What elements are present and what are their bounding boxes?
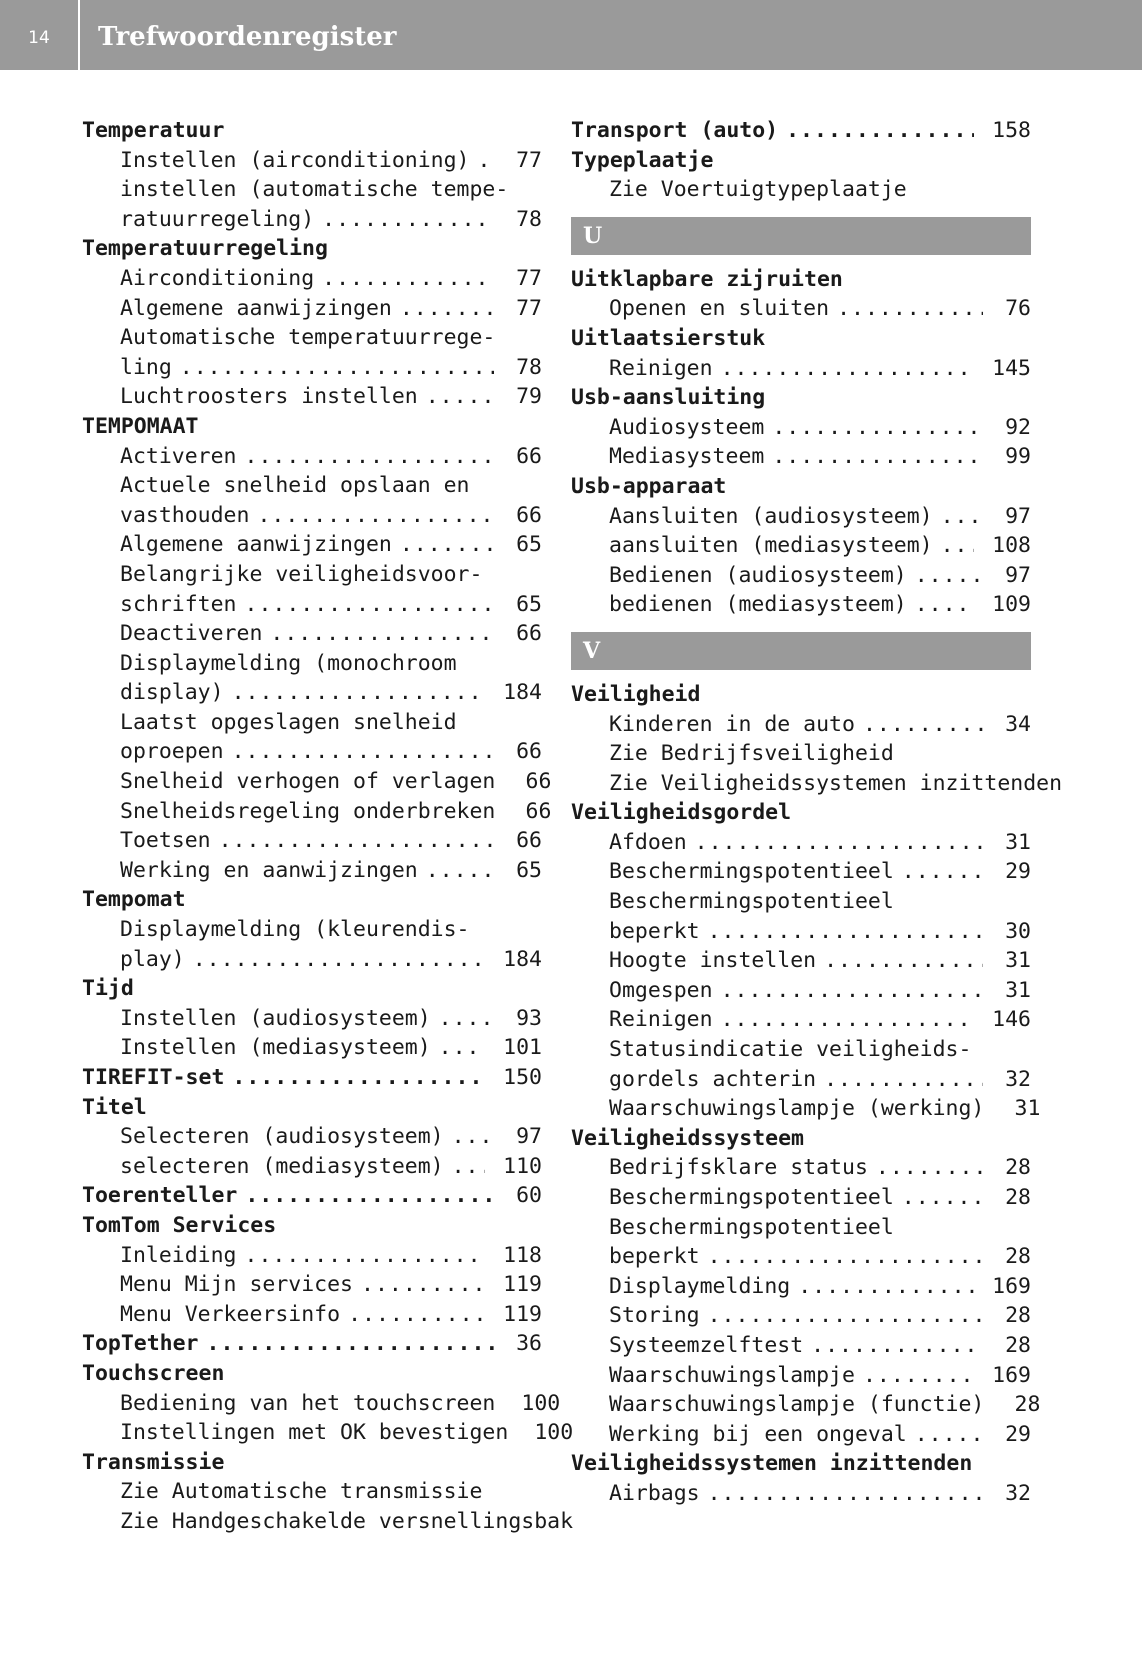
page-reference: 77 — [516, 147, 542, 173]
subentry-text: Kinderen in de auto — [609, 711, 855, 737]
index-keyword — [82, 116, 542, 146]
subentry-text: Werking bij een ongeval — [609, 1421, 907, 1447]
page-reference: 65 — [516, 591, 542, 617]
page-reference: 28 — [1005, 1244, 1031, 1270]
index-keyword — [82, 885, 542, 915]
index-keyword — [82, 1329, 542, 1359]
dot-leader — [902, 1183, 983, 1213]
keyword-text: Uitklapbare zijruiten — [571, 266, 843, 292]
page-reference: 119 — [503, 1272, 542, 1298]
dot-leader — [245, 1241, 486, 1271]
subentry-text: Mediasysteem — [609, 444, 765, 470]
index-subentry — [571, 1361, 1031, 1391]
index-subentry — [82, 1122, 542, 1152]
page-reference: 77 — [516, 295, 542, 321]
keyword-text: Usb-aansluiting — [571, 385, 766, 411]
index-keyword — [571, 472, 1031, 502]
index-subentry — [571, 413, 1031, 443]
dot-leader — [361, 1270, 485, 1300]
subentry-text: aansluiten (mediasysteem) — [609, 533, 933, 559]
index-subentry — [571, 590, 1031, 620]
page-reference: 29 — [1005, 859, 1031, 885]
page-reference: 28 — [1005, 1303, 1031, 1329]
page-reference: 32 — [1005, 1480, 1031, 1506]
dot-leader — [322, 205, 494, 235]
index-subentry — [571, 294, 1031, 324]
subentry-text: schriften — [120, 591, 237, 617]
subentry-text: Hoogte instellen — [609, 948, 817, 974]
index-subentry — [82, 826, 542, 856]
subentry-text: Zie Handgeschakelde versnellingsbak — [120, 1508, 574, 1534]
index-subentry — [82, 619, 542, 649]
dot-leader — [824, 1065, 983, 1095]
dot-leader — [721, 1005, 975, 1035]
dot-leader — [180, 353, 494, 383]
page-reference: 65 — [516, 857, 542, 883]
index-keyword — [571, 146, 1031, 176]
index-subentry — [82, 708, 542, 738]
page-reference: 66 — [525, 769, 552, 795]
keyword-text: Temperatuur — [82, 118, 225, 143]
index-subentry — [82, 737, 542, 767]
subentry-text: beperkt — [609, 1244, 700, 1270]
page-reference: 34 — [1005, 711, 1031, 737]
index-subentry — [82, 915, 542, 945]
index-subentry — [571, 1331, 1031, 1361]
index-subentry — [82, 382, 542, 412]
page-reference: 169 — [992, 1362, 1031, 1388]
page-reference: 66 — [516, 828, 542, 854]
subentry-text: Snelheid verhogen of verlagen — [120, 769, 496, 795]
dot-leader — [941, 531, 975, 561]
dot-leader — [695, 828, 983, 858]
dot-leader — [876, 1153, 983, 1183]
dot-leader — [786, 116, 974, 146]
page-reference: 110 — [503, 1153, 542, 1179]
index-subentry — [82, 1477, 542, 1507]
dot-leader — [452, 1152, 486, 1182]
index-subentry — [82, 767, 552, 797]
dot-leader — [863, 1361, 974, 1391]
index-subentry — [82, 323, 542, 353]
page-reference: 30 — [1005, 918, 1031, 944]
index-keyword — [82, 412, 542, 442]
subentry-text: instellen (automatische tempe- — [120, 177, 509, 203]
subentry-text: Instellingen met OK bevestigen — [120, 1420, 509, 1446]
page-reference: 77 — [516, 265, 542, 291]
dot-leader — [708, 1479, 983, 1509]
index-subentry — [571, 1065, 1031, 1095]
index-subentry — [82, 590, 542, 620]
dot-leader — [219, 826, 494, 856]
subentry-text: Beschermingspotentieel — [609, 889, 894, 915]
index-subentry — [82, 205, 542, 235]
page-reference: 101 — [503, 1035, 542, 1061]
subentry-text: Instellen (airconditioning) — [120, 147, 470, 173]
page-reference: 109 — [992, 592, 1031, 618]
page-reference: 60 — [516, 1183, 542, 1209]
index-subentry — [82, 353, 542, 383]
subentry-text: Snelheidsregeling onderbreken — [120, 798, 496, 824]
page-reference: 99 — [1005, 444, 1031, 470]
subentry-text: ling — [120, 354, 172, 380]
index-keyword — [571, 265, 1031, 295]
subentry-text: Displaymelding (monochroom — [120, 650, 457, 676]
dot-leader — [772, 442, 983, 472]
index-subentry — [571, 561, 1031, 591]
keyword-text: Titel — [82, 1094, 147, 1120]
index-subentry — [571, 1213, 1031, 1243]
dot-leader — [232, 1063, 485, 1093]
subentry-text: Bedrijfsklare status — [609, 1155, 868, 1181]
index-subentry — [82, 471, 542, 501]
dot-leader — [439, 1004, 494, 1034]
dot-leader — [915, 1420, 983, 1450]
index-subentry — [82, 1300, 542, 1330]
keyword-text: Temperatuurregeling — [82, 236, 328, 262]
index-subentry — [82, 1270, 542, 1300]
index-subentry — [571, 828, 1031, 858]
index-subentry — [571, 354, 1031, 384]
dot-leader — [721, 976, 983, 1006]
keyword-text: Touchscreen — [82, 1360, 225, 1386]
index-subentry — [571, 175, 1031, 205]
dot-leader — [245, 590, 495, 620]
dot-leader — [902, 857, 983, 887]
subentry-text: play) — [120, 946, 185, 972]
index-subentry — [571, 531, 1031, 561]
index-subentry — [571, 1301, 1031, 1331]
page-reference: 93 — [516, 1005, 542, 1031]
page-reference: 29 — [1005, 1421, 1031, 1447]
subentry-text: Statusindicatie veiligheids- — [609, 1037, 972, 1063]
index-subentry — [82, 442, 542, 472]
index-subentry — [82, 856, 542, 886]
index-keyword — [82, 1359, 542, 1389]
letter-section-header: V — [571, 632, 1031, 670]
dot-leader — [400, 530, 494, 560]
dot-leader — [915, 590, 974, 620]
page-reference: 66 — [516, 621, 542, 647]
dot-leader — [772, 413, 983, 443]
page-reference: 97 — [1005, 503, 1031, 529]
page-reference: 65 — [516, 532, 542, 558]
index-subentry — [571, 769, 1063, 799]
index-subentry — [571, 1183, 1031, 1213]
subentry-text: Beschermingspotentieel — [609, 1185, 894, 1210]
subentry-text: Waarschuwingslampje (werking) — [609, 1096, 985, 1122]
index-subentry — [82, 1004, 542, 1034]
index-subentry — [571, 442, 1031, 472]
index-subentry — [571, 857, 1031, 887]
index-subentry — [82, 501, 542, 531]
subentry-text: Werking en aanwijzingen — [120, 857, 418, 883]
keyword-text: Veiligheidssystemen inzittenden — [571, 1451, 973, 1477]
keyword-text: Veiligheidssysteem — [571, 1125, 804, 1151]
subentry-text: Afdoen — [609, 829, 687, 855]
subentry-text: Beschermingspotentieel — [609, 1214, 894, 1240]
index-subentry — [571, 1153, 1031, 1183]
subentry-text: Storing — [609, 1303, 700, 1329]
index-subentry — [571, 1242, 1031, 1272]
subentry-text: Systeemzelftest — [609, 1332, 804, 1358]
dot-leader — [811, 1331, 983, 1361]
dot-leader — [270, 619, 494, 649]
index-subentry — [82, 1507, 574, 1537]
index-keyword — [571, 324, 1031, 354]
page-reference: 150 — [503, 1065, 542, 1090]
dot-leader — [915, 561, 983, 591]
subentry-text: Zie Veiligheidssystemen inzittenden — [609, 770, 1063, 796]
letter-section-header: U — [571, 217, 1031, 255]
index-subentry — [571, 887, 1031, 917]
page-reference: 31 — [1005, 829, 1031, 855]
dot-leader — [439, 1033, 485, 1063]
keyword-text: Toerenteller — [82, 1183, 238, 1209]
subentry-text: Audiosysteem — [609, 414, 765, 440]
keyword-text: Tijd — [82, 976, 134, 1002]
subentry-text: bedienen (mediasysteem) — [609, 592, 907, 618]
subentry-text: Menu Mijn services — [120, 1272, 353, 1298]
page-reference: 66 — [516, 502, 542, 528]
index-subentry — [571, 1035, 1031, 1065]
subentry-text: Airbags — [609, 1480, 700, 1506]
subentry-text: oproepen — [120, 739, 224, 765]
index-subentry — [571, 710, 1031, 740]
index-subentry — [571, 1420, 1031, 1450]
subentry-text: Algemene aanwijzingen — [120, 295, 392, 321]
index-column-left — [82, 116, 574, 1537]
index-subentry — [82, 1241, 542, 1271]
index-subentry — [571, 1272, 1031, 1302]
page-reference: 119 — [503, 1301, 542, 1327]
index-keyword — [82, 1448, 542, 1478]
page-reference: 97 — [1005, 562, 1031, 588]
index-keyword — [82, 1211, 542, 1241]
keyword-text: Uitlaatsierstuk — [571, 325, 766, 351]
keyword-text: TEMPOMAAT — [82, 413, 199, 439]
dot-leader — [721, 354, 975, 384]
index-subentry — [571, 739, 1031, 769]
page-reference: 100 — [521, 1390, 561, 1416]
index-subentry — [82, 1152, 542, 1182]
keyword-text: Typeplaatje — [571, 147, 714, 173]
dot-leader — [863, 710, 983, 740]
keyword-text: Veiligheid — [571, 681, 701, 707]
subentry-text: Omgespen — [609, 977, 713, 1003]
dot-leader — [478, 146, 495, 176]
subentry-text: Displaymelding — [609, 1273, 791, 1299]
subentry-text: Displaymelding (kleurendis- — [120, 917, 470, 943]
page-reference: 28 — [1014, 1392, 1041, 1418]
subentry-text: Zie Voertuigtypeplaatje — [609, 177, 907, 203]
index-subentry — [571, 917, 1031, 947]
page-reference: 31 — [1005, 977, 1031, 1003]
subentry-text: Waarschuwingslampje (functie) — [609, 1392, 985, 1418]
subentry-text: Bedienen (audiosysteem) — [609, 562, 907, 588]
subentry-text: Beschermingspotentieel — [609, 859, 894, 885]
index-keyword — [82, 1093, 542, 1123]
index-subentry — [571, 1005, 1031, 1035]
page-title: Trefwoordenregister — [98, 22, 397, 52]
subentry-text: Belangrijke veiligheidsvoor- — [120, 561, 483, 587]
subentry-text: Reinigen — [609, 355, 713, 381]
subentry-text: Toetsen — [120, 828, 211, 854]
keyword-text: Tempomat — [82, 887, 186, 913]
dot-leader — [708, 917, 983, 947]
dot-leader — [232, 678, 486, 708]
index-subentry — [82, 797, 552, 827]
dot-leader — [207, 1329, 495, 1359]
dot-leader — [245, 442, 495, 472]
index-subentry — [571, 1479, 1031, 1509]
page-reference: 32 — [1005, 1066, 1031, 1092]
dot-leader — [941, 502, 983, 532]
index-subentry — [82, 294, 542, 324]
dot-leader — [452, 1122, 494, 1152]
page-reference: 28 — [1005, 1332, 1031, 1358]
index-subentry — [571, 976, 1031, 1006]
subentry-text: vasthouden — [120, 502, 250, 528]
index-keyword — [82, 234, 542, 264]
index-subentry — [82, 146, 542, 176]
index-subentry — [82, 560, 542, 590]
page-reference: 145 — [992, 355, 1031, 381]
dot-leader — [798, 1272, 974, 1302]
dot-leader — [322, 264, 494, 294]
dot-leader — [193, 945, 485, 975]
index-subentry — [571, 502, 1031, 532]
index-subentry — [82, 175, 542, 205]
page-reference: 184 — [503, 680, 542, 706]
page-reference: 146 — [992, 1007, 1031, 1033]
subentry-text: ratuurregeling) — [120, 206, 315, 232]
page-reference: 78 — [516, 206, 542, 232]
subentry-text: Activeren — [120, 443, 237, 469]
page-reference: 169 — [992, 1273, 1031, 1299]
page-reference: 158 — [992, 118, 1031, 143]
index-subentry — [82, 1033, 542, 1063]
subentry-text: selecteren (mediasysteem) — [120, 1153, 444, 1179]
page-reference: 28 — [1005, 1185, 1031, 1210]
subentry-text: Waarschuwingslampje — [609, 1362, 855, 1388]
index-subentry — [82, 264, 542, 294]
keyword-text: TopTether — [82, 1331, 199, 1357]
page-reference: 108 — [992, 533, 1031, 559]
index-subentry — [82, 678, 542, 708]
dot-leader — [348, 1300, 485, 1330]
page-reference: 36 — [516, 1331, 542, 1357]
page-reference: 100 — [534, 1420, 574, 1446]
page-reference: 79 — [516, 384, 542, 410]
subentry-text: Algemene aanwijzingen — [120, 532, 392, 558]
index-subentry — [571, 1390, 1041, 1420]
page-reference: 76 — [1005, 296, 1031, 322]
subentry-text: Airconditioning — [120, 265, 315, 291]
keyword-text: Transmissie — [82, 1449, 225, 1475]
keyword-text: Transport (auto) — [571, 118, 779, 143]
dot-leader — [824, 946, 983, 976]
page-reference: 78 — [516, 354, 542, 380]
dot-leader — [837, 294, 983, 324]
page-reference: 31 — [1005, 948, 1031, 974]
index-subentry — [571, 1094, 1041, 1124]
keyword-text: TomTom Services — [82, 1212, 277, 1238]
index-column-right — [571, 116, 1063, 1509]
page-reference: 66 — [525, 798, 552, 824]
page-reference: 31 — [1014, 1096, 1041, 1122]
page-number: 14 — [0, 0, 80, 70]
subentry-text: gordels achterin — [609, 1066, 817, 1092]
dot-leader — [708, 1301, 983, 1331]
keyword-text: Veiligheidsgordel — [571, 800, 792, 826]
page-reference: 184 — [503, 946, 542, 972]
dot-leader — [400, 294, 494, 324]
subentry-text: Aansluiten (audiosysteem) — [609, 503, 933, 529]
index-subentry — [82, 945, 542, 975]
index-keyword — [571, 798, 1031, 828]
page-reference: 66 — [516, 443, 542, 469]
dot-leader — [245, 1181, 494, 1211]
subentry-text: Openen en sluiten — [609, 296, 830, 322]
index-subentry — [82, 530, 542, 560]
index-keyword — [571, 1449, 1031, 1479]
subentry-text: Laatst opgeslagen snelheid — [120, 709, 457, 735]
subentry-text: Reinigen — [609, 1007, 713, 1033]
index-subentry — [571, 946, 1031, 976]
dot-leader — [708, 1242, 983, 1272]
subentry-text: Luchtroosters instellen — [120, 384, 418, 410]
dot-leader — [426, 382, 494, 412]
subentry-text: beperkt — [609, 918, 700, 944]
subentry-text: Instellen (mediasysteem) — [120, 1035, 431, 1061]
subentry-text: Zie Bedrijfsveiligheid — [609, 741, 894, 767]
page-reference: 66 — [516, 739, 542, 765]
page-reference: 118 — [503, 1242, 542, 1268]
subentry-text: Automatische temperatuurrege- — [120, 325, 496, 351]
keyword-text: Usb-apparaat — [571, 473, 727, 499]
index-keyword — [571, 383, 1031, 413]
index-keyword — [571, 116, 1031, 146]
page-reference: 28 — [1005, 1155, 1031, 1181]
index-subentry — [82, 1389, 561, 1419]
subentry-text: Instellen (audiosysteem) — [120, 1005, 431, 1031]
index-keyword — [82, 1181, 542, 1211]
subentry-text: Inleiding — [120, 1242, 237, 1268]
subentry-text: Zie Automatische transmissie — [120, 1479, 483, 1505]
dot-leader — [232, 737, 494, 767]
page-reference: 97 — [516, 1124, 542, 1150]
index-keyword — [82, 974, 542, 1004]
subentry-text: display) — [120, 680, 224, 706]
index-keyword — [571, 680, 1031, 710]
page-header — [0, 0, 1142, 70]
index-subentry — [82, 649, 542, 679]
keyword-text: TIREFIT-set — [82, 1065, 225, 1090]
index-subentry — [82, 1418, 574, 1448]
index-keyword — [82, 1063, 542, 1093]
subentry-text: Selecteren (audiosysteem) — [120, 1124, 444, 1150]
subentry-text: Deactiveren — [120, 621, 263, 647]
subentry-text: Menu Verkeersinfo — [120, 1301, 341, 1327]
page-reference: 92 — [1005, 414, 1031, 440]
dot-leader — [257, 501, 494, 531]
dot-leader — [426, 856, 494, 886]
subentry-text: Bediening van het touchscreen — [120, 1390, 496, 1416]
index-keyword — [571, 1124, 1031, 1154]
subentry-text: Actuele snelheid opslaan en — [120, 473, 470, 499]
